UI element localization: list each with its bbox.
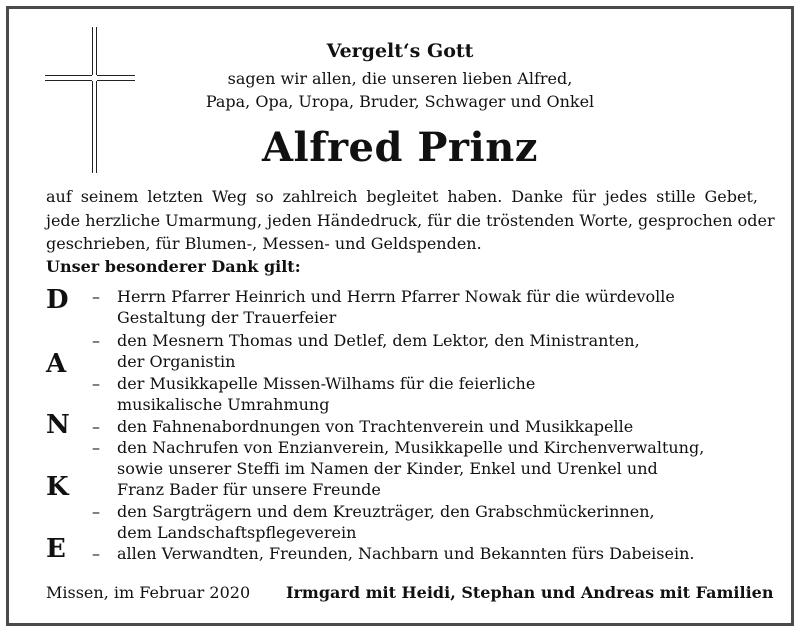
special-thanks-heading: Unser besonderer Dank gilt: [46, 257, 301, 276]
signatories: Irmgard mit Heidi, Stephan und Andreas mit Familien [286, 583, 774, 602]
thanks-item-line: den Fahnenabordnungen von Trachtenverein und Musikkapelle [117, 417, 634, 436]
intro-line-1: sagen wir allen, die unseren lieben Alfred, [227, 69, 573, 88]
paragraph-line: auf seinem letzten Weg so zahlreich begleitet haben. Danke für jedes stille Gebet, [46, 187, 758, 206]
thanks-paragraph [46, 185, 775, 256]
place-date: Missen, im Februar 2020 [46, 583, 251, 602]
thanks-item-line: musikalische Umrahmung [117, 395, 330, 414]
deceased-name: Alfred Prinz [262, 124, 538, 171]
dash: – [92, 544, 100, 563]
thanks-item-line: Herrn Pfarrer Heinrich und Herrn Pfarrer Nowak für die würdevolle [117, 287, 675, 306]
thanks-item-line: den Nachrufen von Enzianverein, Musikkapelle und Kirchenverwaltung, [117, 438, 705, 457]
paragraph-line: jede herzliche Umarmung, jeden Händedruck, für die tröstenden Worte, gesprochen oder [46, 210, 775, 230]
thanks-item-line: Gestaltung der Trauerfeier [117, 308, 337, 327]
thanks-item-line: der Musikkapelle Missen-Wilhams für die feierliche [117, 374, 536, 393]
danke-letter: A [46, 349, 67, 379]
thanks-item-line: allen Verwandten, Freunden, Nachbarn und Bekannten fürs Dabeisein. [117, 544, 695, 563]
thanks-item-line: der Organistin [117, 352, 236, 371]
danke-letter: D [46, 285, 69, 315]
thanks-item-line: den Mesnern Thomas und Detlef, dem Lektor, den Ministranten, [117, 331, 640, 350]
intro-line-2: Papa, Opa, Uropa, Bruder, Schwager und Onkel [205, 92, 595, 111]
dash: – [92, 417, 100, 436]
dash: – [92, 287, 100, 306]
dash: – [92, 374, 100, 393]
thanks-item-line: den Sargträgern und dem Kreuzträger, den Grabschmückerinnen, [117, 502, 655, 521]
thanks-item-line: dem Landschaftspflegeverein [117, 523, 357, 542]
dash: – [92, 438, 100, 457]
thanks-item-line: sowie unserer Steffi im Namen der Kinder, Enkel und Urenkel und [117, 459, 658, 478]
heading: Vergelt‘s Gott [326, 40, 474, 62]
dash: – [92, 331, 100, 350]
dash: – [92, 502, 100, 521]
danke-letter: K [46, 472, 69, 502]
thanks-item-line: Franz Bader für unsere Freunde [117, 480, 381, 499]
paragraph-line: geschrieben, für Blumen-, Messen- und Geldspenden. [46, 234, 482, 253]
danke-letter: E [46, 534, 66, 564]
danke-letter: N [46, 410, 70, 440]
